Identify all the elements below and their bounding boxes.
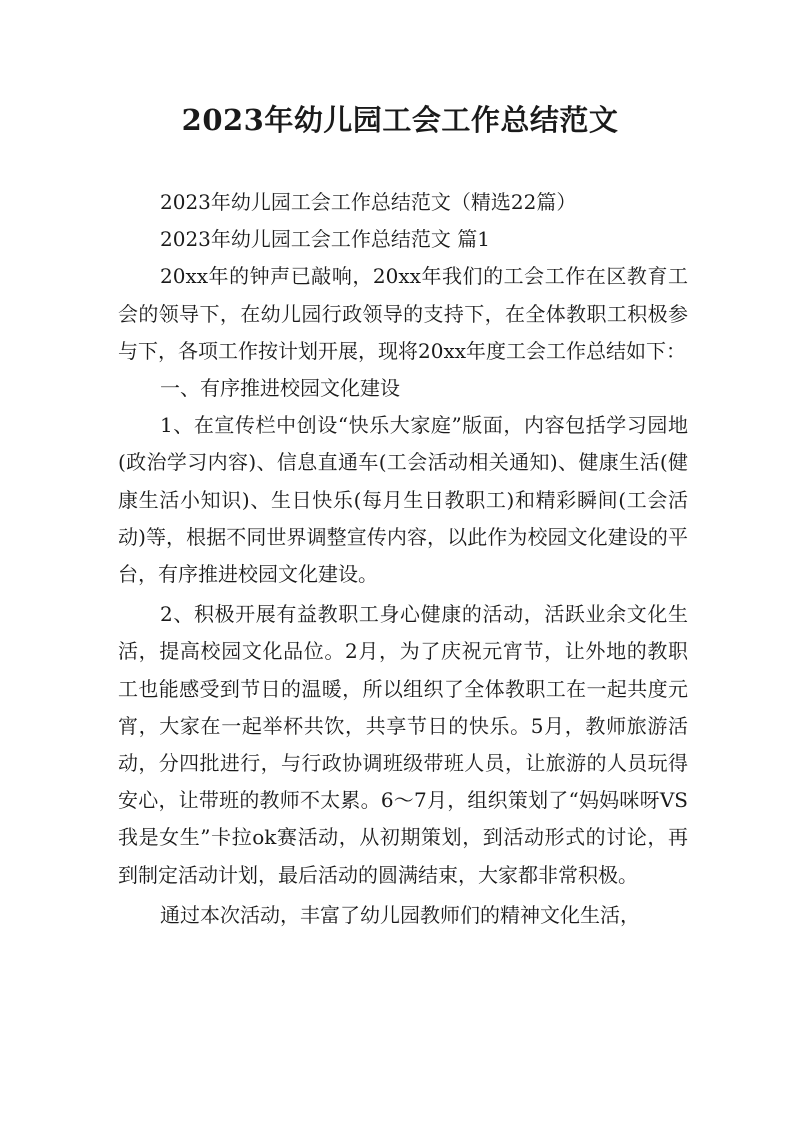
document-body (118, 184, 688, 934)
paragraph-heading-culture: 一、有序推进校园文化建设 (160, 376, 400, 401)
paragraph-conclusion: 通过本次活动，丰富了幼儿园教师们的精神文化生活， (160, 902, 640, 927)
paragraph-item-2: 2、积极开展有益教职工身心健康的活动，活跃业余文化生活，提高校园文化品位。2月，为了庆祝元宵节，让外地的教职工也能感受到节日的温暖，所以组织了全体教职工在一起共度元宵，大家在一起举杯共饮，共享节日的快乐。5月，教师旅游活动，分四批进行，与行政协调班级带班人员，让旅游的人员玩得安心，让带班的教师不太累。6～7月，组织策划了“妈妈咪呀VS我是女生”卡拉ok赛活动，从初期策划，到活动形式的讨论，再到制定活动计划，最后活动的圆满结束，大家都非常积极。 (118, 602, 688, 887)
paragraph-subtitle: 2023年幼儿园工会工作总结范文（精选22篇） (160, 190, 577, 214)
paragraph-intro: 20xx年的钟声已敲响，20xx年我们的工会工作在区教育工会的领导下，在幼儿园行政领导的支持下，在全体教职工积极参与下，各项工作按计划开展，现将20xx年度工会工作总结如下： (118, 264, 688, 363)
paragraph-section-heading: 2023年幼儿园工会工作总结范文 篇1 (160, 227, 490, 252)
paragraph-item-1: 1、在宣传栏中创设“快乐大家庭”版面，内容包括学习园地(政治学习内容)、信息直通车(工会活动相关通知)、健康生活(健康生活小知识)、生日快乐(每月生日教职工)和精彩瞬间(工会活动)等，根据不同世界调整宣传内容，以此作为校园文化建设的平台，有序推进校园文化建设。 (118, 413, 688, 587)
document-title: 2023年幼儿园工会工作总结范文 (181, 103, 619, 137)
